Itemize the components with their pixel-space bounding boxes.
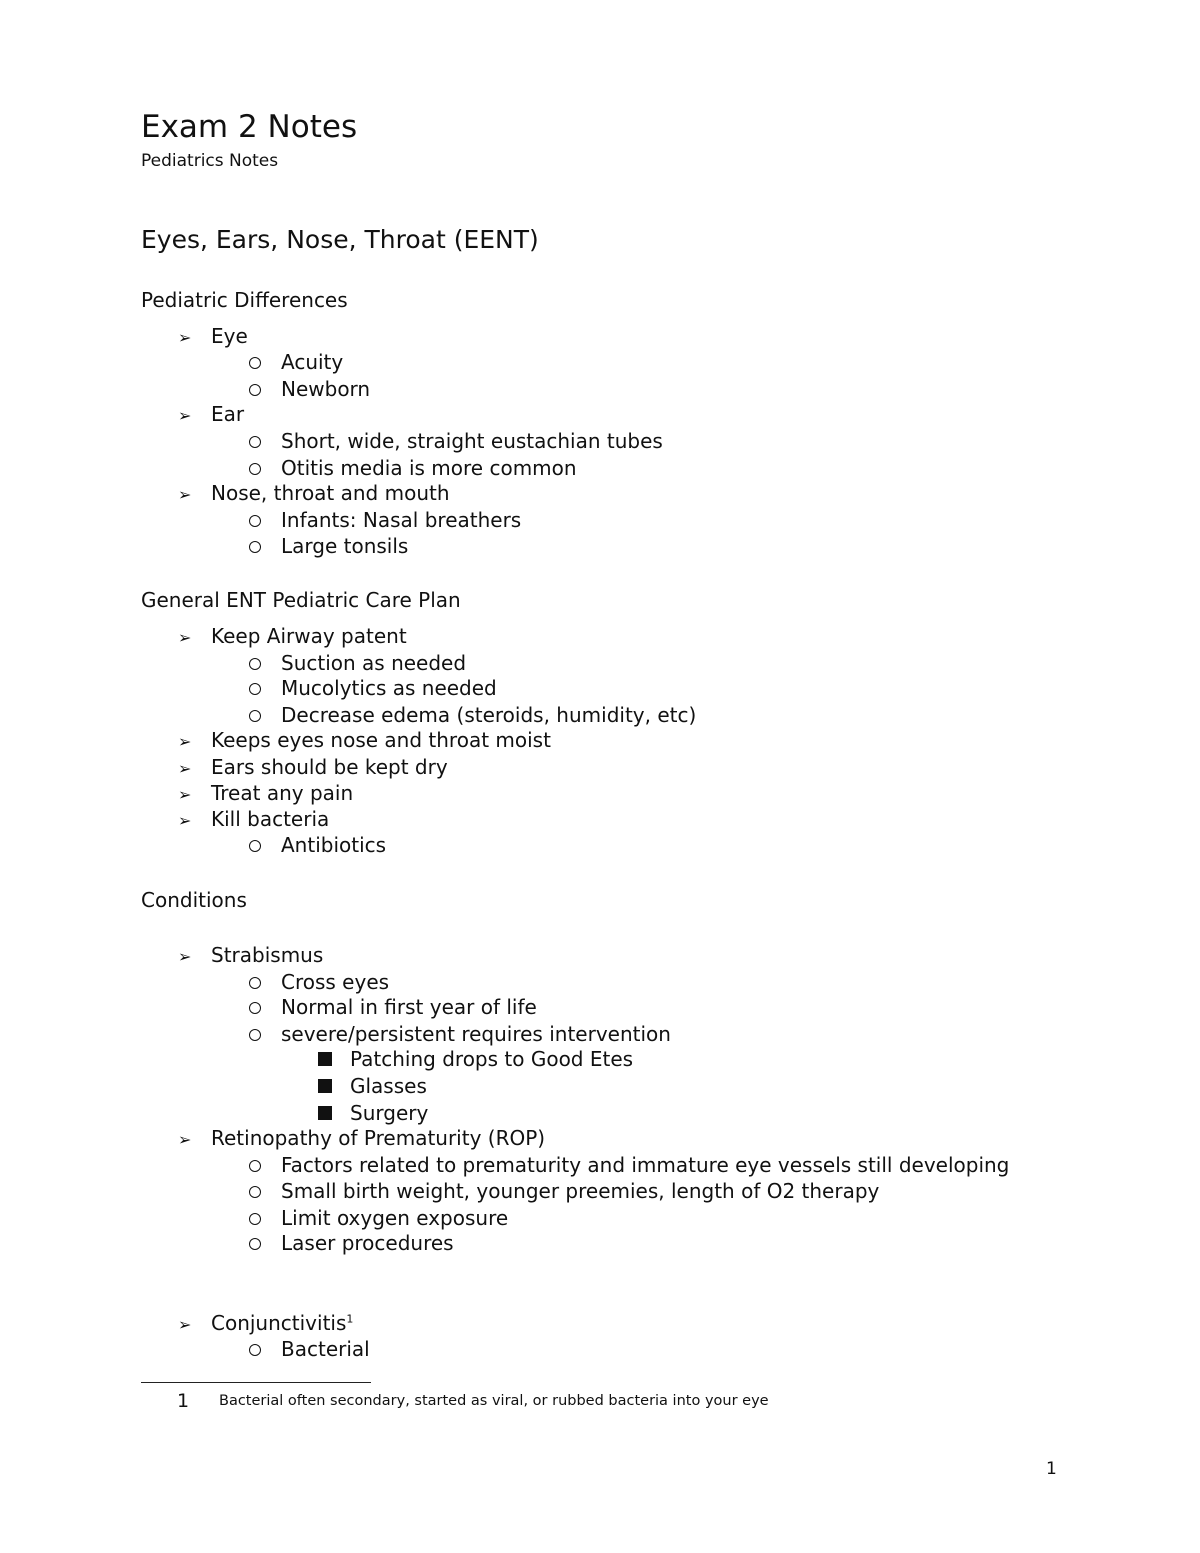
list-item: ➢ Nose, throat and mouth <box>178 480 450 508</box>
square-bullet-icon <box>318 1052 332 1066</box>
circle-bullet-icon <box>249 357 261 369</box>
subheading-pediatric-differences: Pediatric Differences <box>141 288 348 312</box>
arrow-bullet-icon: ➢ <box>178 759 192 778</box>
arrow-bullet-icon: ➢ <box>178 732 192 751</box>
list-item: Otitis media is more common <box>249 455 577 481</box>
circle-bullet-icon <box>249 1213 261 1225</box>
square-bullet-icon <box>318 1106 332 1120</box>
arrow-bullet-icon: ➢ <box>178 485 192 504</box>
circle-bullet-icon <box>249 515 261 527</box>
circle-bullet-icon <box>249 1029 261 1041</box>
arrow-bullet-icon: ➢ <box>178 406 192 425</box>
list-item: Antibiotics <box>249 832 386 858</box>
list-item: Large tonsils <box>249 533 408 559</box>
list-item: ➢ Strabismus <box>178 942 323 970</box>
arrow-bullet-icon: ➢ <box>178 628 192 647</box>
list-item: Surgery <box>318 1100 428 1126</box>
circle-bullet-icon <box>249 1002 261 1014</box>
list-item: Mucolytics as needed <box>249 675 497 701</box>
footnote-reference[interactable]: 1 <box>346 1312 354 1326</box>
list-item: Factors related to prematurity and immature eye vessels still developing <box>249 1152 1009 1178</box>
list-item: Suction as needed <box>249 650 466 676</box>
circle-bullet-icon <box>249 436 261 448</box>
list-item: Short, wide, straight eustachian tubes <box>249 428 663 454</box>
document-title: Exam 2 Notes <box>141 109 358 145</box>
subheading-conditions: Conditions <box>141 888 247 912</box>
circle-bullet-icon <box>249 658 261 670</box>
footnote-text: Bacterial often secondary, started as viral, or rubbed bacteria into your eye <box>219 1393 769 1409</box>
list-item: ➢ Retinopathy of Prematurity (ROP) <box>178 1125 545 1153</box>
list-item: Normal in first year of life <box>249 994 537 1020</box>
footnote-number: 1 <box>177 1390 190 1412</box>
list-item: ➢ Conjunctivitis$^1$ <box>178 1310 353 1338</box>
arrow-bullet-icon: ➢ <box>178 328 192 347</box>
list-item: Laser procedures <box>249 1230 454 1256</box>
list-item: Newborn <box>249 376 370 402</box>
list-item: Cross eyes <box>249 969 389 995</box>
arrow-bullet-icon: ➢ <box>178 1130 192 1149</box>
section-heading: Eyes, Ears, Nose, Throat (EENT) <box>141 225 539 254</box>
arrow-bullet-icon: ➢ <box>178 1315 192 1334</box>
list-item: ➢ Ear <box>178 401 244 429</box>
arrow-bullet-icon: ➢ <box>178 947 192 966</box>
page-number: 1 <box>1046 1459 1057 1479</box>
list-item: Acuity <box>249 349 343 375</box>
circle-bullet-icon <box>249 541 261 553</box>
arrow-bullet-icon: ➢ <box>178 811 192 830</box>
circle-bullet-icon <box>249 463 261 475</box>
circle-bullet-icon <box>249 710 261 722</box>
list-item: Infants: Nasal breathers <box>249 507 521 533</box>
list-item: ➢ Keeps eyes nose and throat moist <box>178 727 551 755</box>
circle-bullet-icon <box>249 840 261 852</box>
list-item: ➢ Eye <box>178 323 248 351</box>
list-item: Decrease edema (steroids, humidity, etc) <box>249 702 696 728</box>
circle-bullet-icon <box>249 683 261 695</box>
document-subtitle: Pediatrics Notes <box>141 151 279 171</box>
circle-bullet-icon <box>249 1160 261 1172</box>
list-item: Small birth weight, younger preemies, length of O2 therapy <box>249 1178 879 1204</box>
circle-bullet-icon <box>249 1186 261 1198</box>
square-bullet-icon <box>318 1079 332 1093</box>
list-item: Bacterial <box>249 1336 370 1362</box>
circle-bullet-icon <box>249 1238 261 1250</box>
arrow-bullet-icon: ➢ <box>178 785 192 804</box>
circle-bullet-icon <box>249 384 261 396</box>
circle-bullet-icon <box>249 977 261 989</box>
list-item: ➢ Kill bacteria <box>178 806 329 834</box>
list-item: ➢ Ears should be kept dry <box>178 754 448 782</box>
list-item: Limit oxygen exposure <box>249 1205 508 1231</box>
list-item: Glasses <box>318 1073 427 1099</box>
circle-bullet-icon <box>249 1344 261 1356</box>
list-item: ➢ Treat any pain <box>178 780 353 808</box>
list-item: severe/persistent requires intervention <box>249 1021 671 1047</box>
list-item: ➢ Keep Airway patent <box>178 623 407 651</box>
footnote-separator <box>141 1382 371 1383</box>
list-item: Patching drops to Good Etes <box>318 1046 633 1072</box>
subheading-care-plan: General ENT Pediatric Care Plan <box>141 588 461 612</box>
